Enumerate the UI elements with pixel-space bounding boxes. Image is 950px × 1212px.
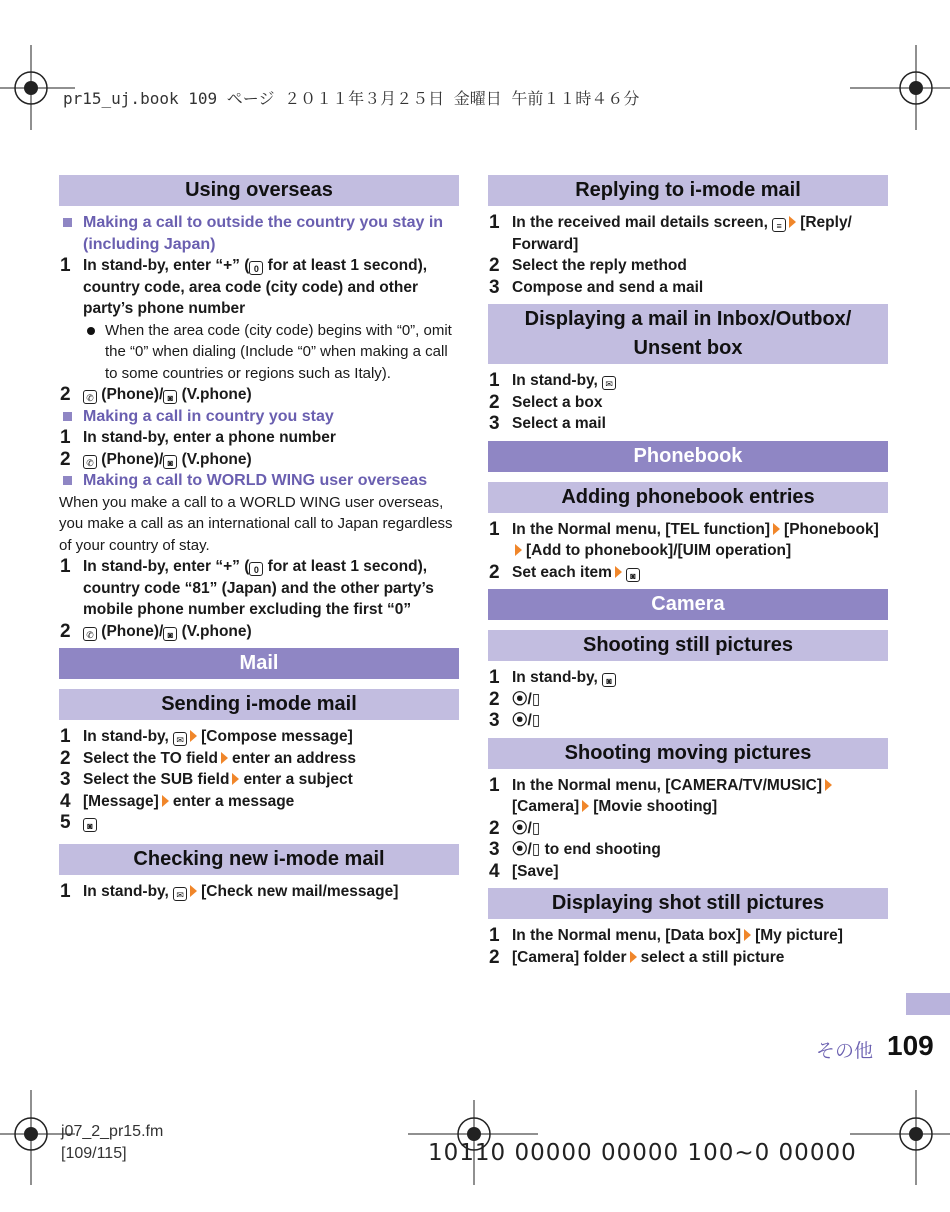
chapter-heading-phonebook: Phonebook: [488, 441, 888, 472]
arrow-icon: [190, 885, 197, 897]
arrow-icon: [825, 779, 832, 791]
step: 1 In the received mail details screen, ≡ [Reply/ Forward]: [489, 212, 852, 253]
section-heading-shot: Displaying shot still pictures: [488, 888, 888, 919]
step: 1 In stand-by, enter “+” ( 0 for at least 1 second), country code “81” (Japan) and the other party’s mobile phone number excluding the first “0”: [60, 556, 434, 618]
registration-mark-top-right: [850, 45, 950, 130]
chapter-heading-mail: Mail: [59, 648, 459, 679]
paragraph: When you make a call to a WORLD WING user overseas, you make a call as an international call to Japan regardless of your country of stay.: [59, 493, 453, 554]
camera-key-icon: ◙: [626, 568, 640, 582]
section-heading-displaying-mail: Displaying a mail in Inbox/Outbox/ Unsent box: [488, 304, 888, 364]
section-heading-using-overseas: Using overseas: [59, 175, 459, 206]
camera-key-icon: ◙: [163, 627, 177, 641]
section-heading-adding: Adding phonebook entries: [488, 482, 888, 513]
arrow-icon: [190, 730, 197, 742]
step: 2 ✆ (Phone)/ ◙ (V.phone): [60, 448, 252, 470]
phone-key-icon: ✆: [83, 627, 97, 641]
step: 4 [Message] enter a message: [60, 790, 295, 812]
step: 2 Select a box: [489, 391, 603, 413]
print-header: pr15_uj.book 109 ページ ２０１１年３月２５日 金曜日 午前１１時４６分: [63, 89, 640, 108]
step: 3 ⦿/▯ to end shooting: [489, 839, 661, 860]
bullet-icon: [87, 327, 95, 335]
step: 1 In the Normal menu, [TEL function] [Phonebook][Add to phonebook]/[UIM operation]: [489, 518, 879, 559]
step: 3 Compose and send a mail: [489, 276, 704, 298]
step: 2 ✆ (Phone)/ ◙ (V.phone): [60, 384, 252, 405]
step: 3 ⦿/▯: [489, 710, 541, 731]
note: When the area code (city code) begins with “0”, omit the “0” when dialing (Include “0” when making a call to some countries or regions such as Italy).: [59, 320, 459, 385]
zero-key-icon: 0: [249, 261, 263, 275]
arrow-icon: [515, 544, 522, 556]
source-file: j07_2_pr15.fm: [61, 1123, 164, 1140]
arrow-icon: [615, 566, 622, 578]
arrow-icon: [789, 216, 796, 228]
menu-key-icon: ≡: [772, 218, 786, 232]
right-column: [488, 175, 888, 968]
arrow-icon: [232, 773, 239, 785]
print-code: 10110 00000 00000 100~0 00000: [428, 1140, 857, 1166]
camera-key-icon: ◙: [83, 818, 97, 832]
page-range: [109/115]: [61, 1145, 127, 1162]
square-bullet-icon: [63, 476, 72, 485]
camera-key-icon: ◙: [602, 673, 616, 687]
step: 4 [Save]: [489, 860, 559, 882]
square-bullet-icon: [63, 412, 72, 421]
subheading-world-wing: Making a call to WORLD WING user overseas: [59, 470, 459, 492]
step: 3 Select a mail: [489, 413, 606, 434]
step: 2 Select the TO field enter an address: [60, 747, 357, 769]
phone-key-icon: ✆: [83, 455, 97, 469]
step: 2 Select the reply method: [489, 255, 687, 276]
section-tab: [906, 993, 950, 1015]
mail-key-icon: ✉: [173, 887, 187, 901]
subheading-call-outside: Making a call to outside the country you stay in (including Japan): [59, 212, 459, 255]
arrow-icon: [162, 795, 169, 807]
step: 2 ⦿/▯: [489, 817, 541, 839]
step: 1 In the Normal menu, [CAMERA/TV/MUSIC][Camera] [Movie shooting]: [488, 775, 888, 818]
arrow-icon: [744, 929, 751, 941]
step: 1 In the Normal menu, [Data box] [My picture]: [489, 925, 843, 946]
step: 3 Select the SUB field enter a subject: [60, 769, 353, 790]
arrow-icon: [221, 752, 228, 764]
step: 1 In stand-by, ◙: [488, 667, 888, 689]
section-heading-moving: Shooting moving pictures: [488, 738, 888, 769]
step: 2 ⦿/▯: [489, 688, 541, 710]
section-heading-sending: Sending i-mode mail: [59, 689, 459, 720]
arrow-icon: [773, 523, 780, 535]
page-number: 109: [887, 1030, 934, 1061]
step: 1 In stand-by, ✉: [488, 370, 888, 392]
section-heading-replying: Replying to i-mode mail: [488, 175, 888, 206]
square-bullet-icon: [63, 218, 72, 227]
phone-key-icon: ✆: [83, 390, 97, 404]
step: 1 In stand-by, ✉ [Compose message]: [60, 726, 353, 747]
camera-key-icon: ◙: [163, 390, 177, 404]
left-column: [59, 175, 459, 902]
subheading-call-in-country: Making a call in country you stay: [59, 406, 459, 428]
zero-key-icon: 0: [249, 562, 263, 576]
mail-key-icon: ✉: [602, 376, 616, 390]
camera-key-icon: ◙: [163, 455, 177, 469]
step: 1 In stand-by, enter a phone number: [60, 427, 336, 448]
section-label: その他: [816, 1041, 874, 1062]
mail-key-icon: ✉: [173, 732, 187, 746]
step: 1 In stand-by, ✉ [Check new mail/message]: [60, 880, 399, 902]
step: 5 ◙: [59, 812, 459, 834]
arrow-icon: [630, 951, 637, 963]
registration-mark-bottom-right: [850, 1090, 950, 1185]
chapter-heading-camera: Camera: [488, 589, 888, 620]
section-heading-still: Shooting still pictures: [488, 630, 888, 661]
step: 2 [Camera] folder select a still picture: [489, 946, 785, 968]
step: 2 ✆ (Phone)/ ◙ (V.phone): [60, 620, 252, 642]
step: 1 In stand-by, enter “+” ( 0 for at least 1 second), country code, area code (city code) and other party’s phone number: [60, 255, 428, 317]
step: 2 Set each item ◙: [488, 562, 888, 584]
section-heading-checking: Checking new i-mode mail: [59, 844, 459, 875]
arrow-icon: [582, 800, 589, 812]
